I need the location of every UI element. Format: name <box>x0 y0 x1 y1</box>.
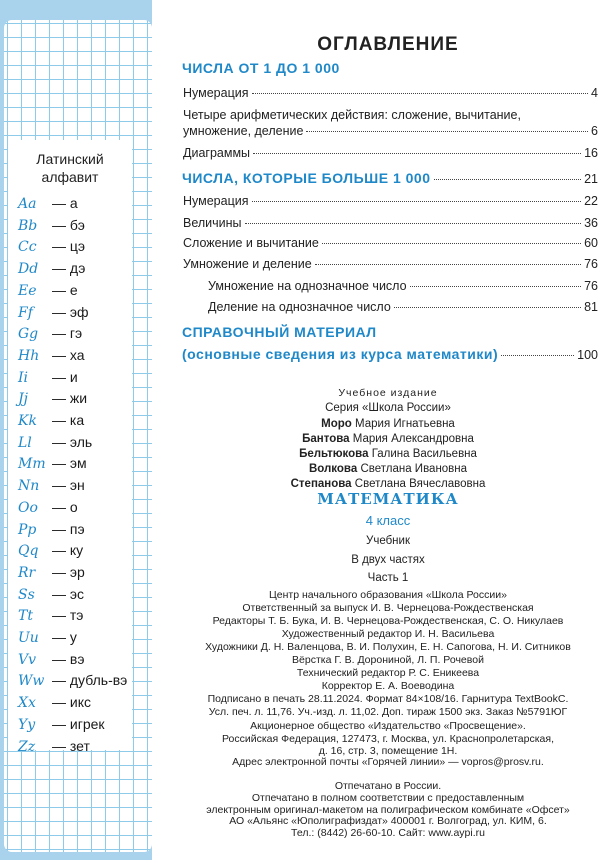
credit-line: Корректор Е. А. Воеводина <box>321 680 455 692</box>
toc-section-1: ЧИСЛА ОТ 1 ДО 1 000 <box>182 60 340 76</box>
latin-letter: Bb <box>18 217 38 234</box>
author-first-name: Светлана Вячеславовна <box>354 478 486 490</box>
letter-pronunciation: — а <box>52 195 78 211</box>
toc-leader <box>253 153 581 154</box>
latin-letter: Tt <box>18 608 33 625</box>
edition-label: Учебное издание <box>338 387 438 399</box>
alphabet-letter-row <box>18 409 84 431</box>
author-last-name: Моро <box>321 418 352 430</box>
latin-letter: Cc <box>18 239 37 256</box>
toc-entry-page: 81 <box>584 300 598 314</box>
latin-letter: Uu <box>18 630 39 646</box>
alphabet-letter-row <box>18 539 83 561</box>
alphabet-letter-row <box>18 235 85 257</box>
toc-section-3-subtitle: (основные сведения из курса математики) <box>182 346 499 362</box>
book-type: Учебник <box>366 535 410 547</box>
letter-pronunciation: — е <box>52 281 78 298</box>
credit-line: Художественный редактор И. Н. Васильева <box>281 628 495 640</box>
letter-pronunciation: — эль <box>52 433 93 450</box>
alphabet-letter-row <box>18 583 84 605</box>
grade-label: 4 класс <box>365 513 411 528</box>
letter-pronunciation: — гэ <box>52 325 83 342</box>
latin-letter: Aa <box>18 196 37 212</box>
letter-pronunciation: — о <box>52 498 78 515</box>
printed-line: Отпечатано в России. <box>334 780 442 792</box>
latin-letter: Zz <box>18 738 36 755</box>
letter-pronunciation: — ку <box>52 542 84 559</box>
author-line <box>178 463 598 476</box>
alphabet-letter-row <box>18 344 85 366</box>
credit-line: Вёрстка Г. В. Дорониной, Л. П. Рочевой <box>292 654 484 666</box>
author-last-name: Волкова <box>308 463 358 475</box>
toc-leader <box>394 307 581 308</box>
alphabet-letter-row <box>18 257 85 279</box>
printed-line: Тел.: (8442) 26-60-10. Сайт: www.aypi.ru <box>291 827 485 840</box>
toc-leader <box>306 131 588 132</box>
latin-letter: Ee <box>18 282 37 299</box>
alphabet-letter-row <box>18 322 82 344</box>
alphabet-title-line2: алфавит <box>41 169 99 185</box>
latin-letter: Xx <box>18 695 36 712</box>
toc-entry[interactable] <box>183 86 598 100</box>
latin-letter: Nn <box>18 478 40 495</box>
latin-letter: Ww <box>18 673 45 690</box>
alphabet-letter-row <box>18 387 87 409</box>
letter-pronunciation: — эс <box>52 585 85 602</box>
toc-section-page: 100 <box>577 348 598 362</box>
toc-entry[interactable] <box>183 108 598 122</box>
toc-entry-page: 60 <box>584 236 598 250</box>
hotline-email: Адрес электронной почты «Горячей линии» — vopros@prosv.ru. <box>232 756 544 768</box>
letter-pronunciation: — у <box>52 629 77 645</box>
letter-pronunciation: — эф <box>52 303 89 320</box>
toc-entry-label: Деление на однозначное число <box>208 300 391 314</box>
latin-letter: Ff <box>18 304 33 321</box>
latin-letter: Jj <box>18 391 28 408</box>
letter-pronunciation: — ка <box>52 412 85 428</box>
letter-pronunciation: — зет <box>52 737 90 754</box>
alphabet-letter-row <box>18 648 84 670</box>
publisher-line: Российская Федерация, 127473, г. Москва, ул. Краснопролетарская, <box>221 732 554 745</box>
latin-letter: Kk <box>18 413 37 429</box>
author-line <box>178 448 598 461</box>
letter-pronunciation: — тэ <box>52 607 84 624</box>
series-label: Серия «Школа России» <box>325 402 451 414</box>
author-last-name: Степанова <box>290 478 352 490</box>
alphabet-letter-row <box>18 301 89 323</box>
letter-pronunciation: — икс <box>52 694 91 711</box>
toc-section-3-row[interactable] <box>182 346 598 362</box>
latin-letter: Gg <box>18 326 39 343</box>
latin-letter: Mm <box>18 456 46 473</box>
author-first-name: Мария Игнатьевна <box>355 418 455 430</box>
toc-entry-page: 6 <box>591 124 598 138</box>
toc-entry[interactable] <box>208 300 598 314</box>
publisher-line: Акционерное общество «Издательство «Просвещение». <box>250 720 526 732</box>
toc-entry-page: 76 <box>584 257 598 271</box>
latin-letter: Dd <box>18 261 39 278</box>
toc-entry[interactable] <box>183 236 598 250</box>
toc-leader <box>245 223 582 224</box>
alphabet-letter-row <box>18 713 105 735</box>
letter-pronunciation: — пэ <box>52 520 85 537</box>
credit-line: Художники Д. Н. Валенцова, В. И. Полухин, Е. Н. Сапогова, Н. И. Ситников <box>205 641 571 653</box>
alphabet-title <box>8 150 132 186</box>
toc-entry-label: Сложение и вычитание <box>183 236 319 250</box>
letter-pronunciation: — и <box>52 368 78 385</box>
author-line <box>178 418 598 431</box>
latin-letter: Ii <box>18 369 29 386</box>
letter-pronunciation: — жи <box>52 390 88 407</box>
alphabet-letter-row <box>18 474 85 496</box>
toc-entry[interactable] <box>183 194 598 208</box>
toc-entry-label: умножение, деление <box>183 124 304 138</box>
credit-line: Технический редактор Р. С. Еникеева <box>296 667 480 679</box>
alphabet-letter-row <box>18 366 78 388</box>
alphabet-letter-row <box>18 691 91 713</box>
latin-letter: Hh <box>18 347 40 364</box>
toc-section-2: ЧИСЛА, КОТОРЫЕ БОЛЬШЕ 1 000 <box>182 170 431 186</box>
toc-entry-page: 4 <box>591 86 598 100</box>
letter-pronunciation: — вэ <box>52 650 85 667</box>
letter-pronunciation: — эр <box>52 563 85 580</box>
printed-line: Отпечатано в полном соответствии с предоставленным <box>251 791 525 804</box>
letter-pronunciation: — эм <box>52 455 87 472</box>
alphabet-letter-row <box>18 518 85 540</box>
toc-leader <box>252 93 589 94</box>
latin-letter: Oo <box>18 499 38 516</box>
alphabet-letter-row <box>18 431 92 453</box>
latin-letter: Vv <box>18 651 37 668</box>
print-info-line: Подписано в печать 28.11.2024. Формат 84×108/16. Гарнитура TextBookC. <box>207 693 569 705</box>
author-first-name: Светлана Ивановна <box>360 463 468 475</box>
latin-letter: Rr <box>18 564 36 581</box>
latin-letter: Qq <box>18 543 39 560</box>
credit-line: Ответственный за выпуск И. В. Чернецова-Рождественская <box>242 602 534 614</box>
toc-entry-label: Величины <box>183 216 242 230</box>
toc-entry-label: Умножение на однозначное число <box>208 279 407 293</box>
toc-entry[interactable] <box>183 257 598 271</box>
author-last-name: Бантова <box>302 433 350 445</box>
alphabet-letter-row <box>18 279 78 301</box>
book-title: МАТЕМАТИКА <box>317 490 459 508</box>
latin-letter: Pp <box>18 521 37 538</box>
alphabet-letter-row <box>18 452 87 474</box>
alphabet-title-line1: Латинский <box>36 151 104 167</box>
toc-leader <box>434 179 582 180</box>
letter-pronunciation: — ха <box>52 346 85 363</box>
toc-title: ОГЛАВЛЕНИЕ <box>317 34 459 55</box>
printed-line: АО «Альянс «Юполиграфиздат» 400001 г. Волгоград, ул. КИМ, 6. <box>229 815 547 828</box>
author-first-name: Галина Васильевна <box>371 448 477 460</box>
toc-entry-label: Диаграммы <box>183 146 251 160</box>
toc-leader <box>322 243 581 244</box>
toc-section-page: 21 <box>584 172 598 186</box>
credit-line: Редакторы Т. Б. Бука, И. В. Чернецова-Рождественская, С. О. Никулаев <box>212 615 564 627</box>
print-info-line: Усл. печ. л. 11,76. Уч.-изд. л. 11,02. Доп. тираж 1500 экз. Заказ №5791ЮГ <box>208 705 568 718</box>
toc-section-3: СПРАВОЧНЫЙ МАТЕРИАЛ <box>182 324 377 340</box>
author-last-name: Бельтюкова <box>299 448 369 460</box>
publisher-line: д. 16, стр. 3, помещение 1Н. <box>318 745 458 757</box>
toc-leader <box>501 355 574 356</box>
author-line <box>178 433 598 446</box>
alphabet-letter-row <box>18 214 85 236</box>
alphabet-letter-row <box>18 604 83 626</box>
toc-entry-label: Нумерация <box>183 86 249 100</box>
alphabet-letter-row <box>18 626 77 648</box>
toc-entry-page: 76 <box>584 279 598 293</box>
credit-line: Центр начального образования «Школа России» <box>269 589 507 601</box>
latin-letter: Ss <box>18 586 35 603</box>
toc-entry-page: 22 <box>584 194 598 208</box>
alphabet-letter-row <box>18 561 85 583</box>
latin-letter: Yy <box>18 716 36 733</box>
letter-pronunciation: — бэ <box>52 216 85 233</box>
toc-entry[interactable] <box>183 146 598 160</box>
alphabet-letter-row <box>18 496 78 518</box>
alphabet-letter-row <box>18 735 90 757</box>
printed-line: электронным оригинал-макетом на полиграфическом комбинате «Офсет» <box>206 803 570 816</box>
toc-entry-label: Умножение и деление <box>183 257 312 271</box>
toc-section-2-row[interactable] <box>182 170 598 186</box>
letter-pronunciation: — цэ <box>52 238 86 255</box>
toc-entry-page: 16 <box>584 146 598 160</box>
toc-entry[interactable] <box>183 124 598 138</box>
letter-pronunciation: — эн <box>52 477 85 494</box>
letter-pronunciation: — дэ <box>52 260 86 277</box>
toc-entry-page: 36 <box>584 216 598 230</box>
toc-entry-label: Нумерация <box>183 194 249 208</box>
alphabet-letter-row <box>18 669 127 691</box>
toc-entry-label: Четыре арифметических действия: сложение, вычитание, <box>183 108 521 122</box>
author-first-name: Мария Александровна <box>352 433 474 445</box>
letter-pronunciation: — дубль-вэ <box>52 672 128 689</box>
book-parts: В двух частях <box>351 554 425 566</box>
toc-leader <box>252 201 582 202</box>
latin-letter: Ll <box>18 434 32 451</box>
toc-leader <box>410 286 582 287</box>
alphabet-letter-row <box>18 192 78 214</box>
book-part: Часть 1 <box>367 572 409 584</box>
letter-pronunciation: — игрек <box>52 715 105 732</box>
toc-entry[interactable] <box>183 216 598 230</box>
toc-entry[interactable] <box>208 279 598 293</box>
toc-leader <box>315 264 581 265</box>
